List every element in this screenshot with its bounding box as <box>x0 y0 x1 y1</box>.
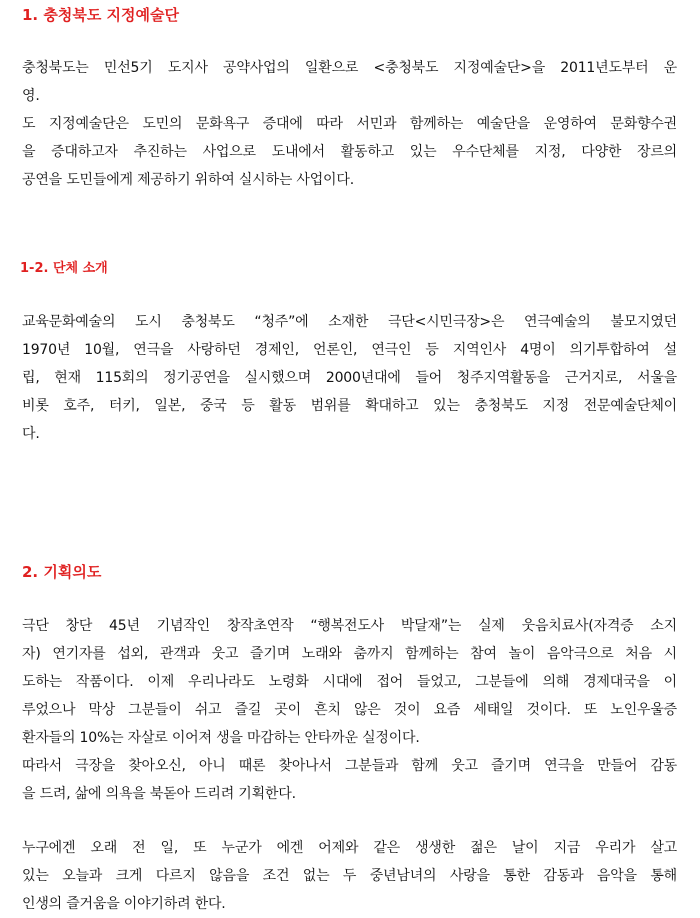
text-line: 을 드려, 삶에 의욕을 북돋아 드리려 기획한다. <box>22 786 296 802</box>
section-1-2-body <box>22 308 677 448</box>
section-2-body-1 <box>22 612 677 808</box>
text-line: 비롯 호주, 터키, 일본, 중국 등 활동 범위를 확대하고 있는 충청북도 지정 전문예술단체이 <box>22 398 677 414</box>
section-1-2-heading: 1-2. 단체 소개 <box>20 261 108 276</box>
text-line: 누구에겐 오래 전 일, 또 누군가 에겐 어제와 같은 생생한 젊은 날이 지금 우리가 살고 <box>22 840 677 856</box>
text-line: 1970년 10월, 연극을 사랑하던 경제인, 언론인, 연극인 등 지역인사 4명이 의기투합하여 설 <box>22 342 677 358</box>
text-line: 따라서 극장을 찾아오신, 아니 때론 찾아나서 그분들과 함께 웃고 즐기며 연극을 만들어 감동 <box>22 758 677 774</box>
text-line: 루었으나 막상 그분들이 쉬고 즐길 곳이 흔치 않은 것이 요즘 세태일 것이다. 또 노인우울증 <box>22 702 677 718</box>
text-line: 다. <box>22 426 40 442</box>
text-line: 도 지정예술단은 도민의 문화욕구 증대에 따라 서민과 함께하는 예술단을 운영하여 문화향수권 <box>22 116 677 132</box>
text-line: 립, 현재 115회의 정기공연을 실시했으며 2000년대에 들어 청주지역활동을 근거지로, 서울을 <box>22 370 677 386</box>
text-line: 도하는 작품이다. 이제 우리나라도 노령화 시대에 접어 들었고, 그분들에 의해 경제대국을 이 <box>22 674 677 690</box>
text-line: 인생의 즐거움을 이야기하려 한다. <box>22 896 226 912</box>
text-line: 극단 창단 45년 기념작인 창작초연작 “행복전도사 박달재”는 실제 웃음치료사(자격증 소지 <box>22 618 677 634</box>
text-line: 교육문화예술의 도시 충청북도 “청주”에 소재한 극단<시민극장>은 연극예술의 불모지였던 <box>22 314 677 330</box>
text-line: 충청북도는 민선5기 도지사 공약사업의 일환으로 <충청북도 지정예술단>을 2011년도부터 운 <box>22 60 677 76</box>
section-2-body-2 <box>22 834 677 918</box>
text-line: 영. <box>22 88 40 104</box>
section-2-heading: 2. 기획의도 <box>22 563 102 581</box>
section-1-body <box>22 54 677 194</box>
text-line: 을 증대하고자 추진하는 사업으로 도내에서 활동하고 있는 우수단체를 지정, 다양한 장르의 <box>22 144 677 160</box>
text-line: 환자들의 10%는 자살로 이어져 생을 마감하는 안타까운 실정이다. <box>22 730 420 746</box>
text-line: 공연을 도민들에게 제공하기 위하여 실시하는 사업이다. <box>22 172 354 188</box>
text-line: 있는 오늘과 크게 다르지 않음을 조건 없는 두 중년남녀의 사랑을 통한 감동과 음악을 통해 <box>22 868 677 884</box>
text-line: 자) 연기자를 섭외, 관객과 웃고 즐기며 노래와 춤까지 함께하는 참여 놀이 음악극으로 처음 시 <box>22 646 677 662</box>
section-1-heading: 1. 충청북도 지정예술단 <box>22 6 179 24</box>
